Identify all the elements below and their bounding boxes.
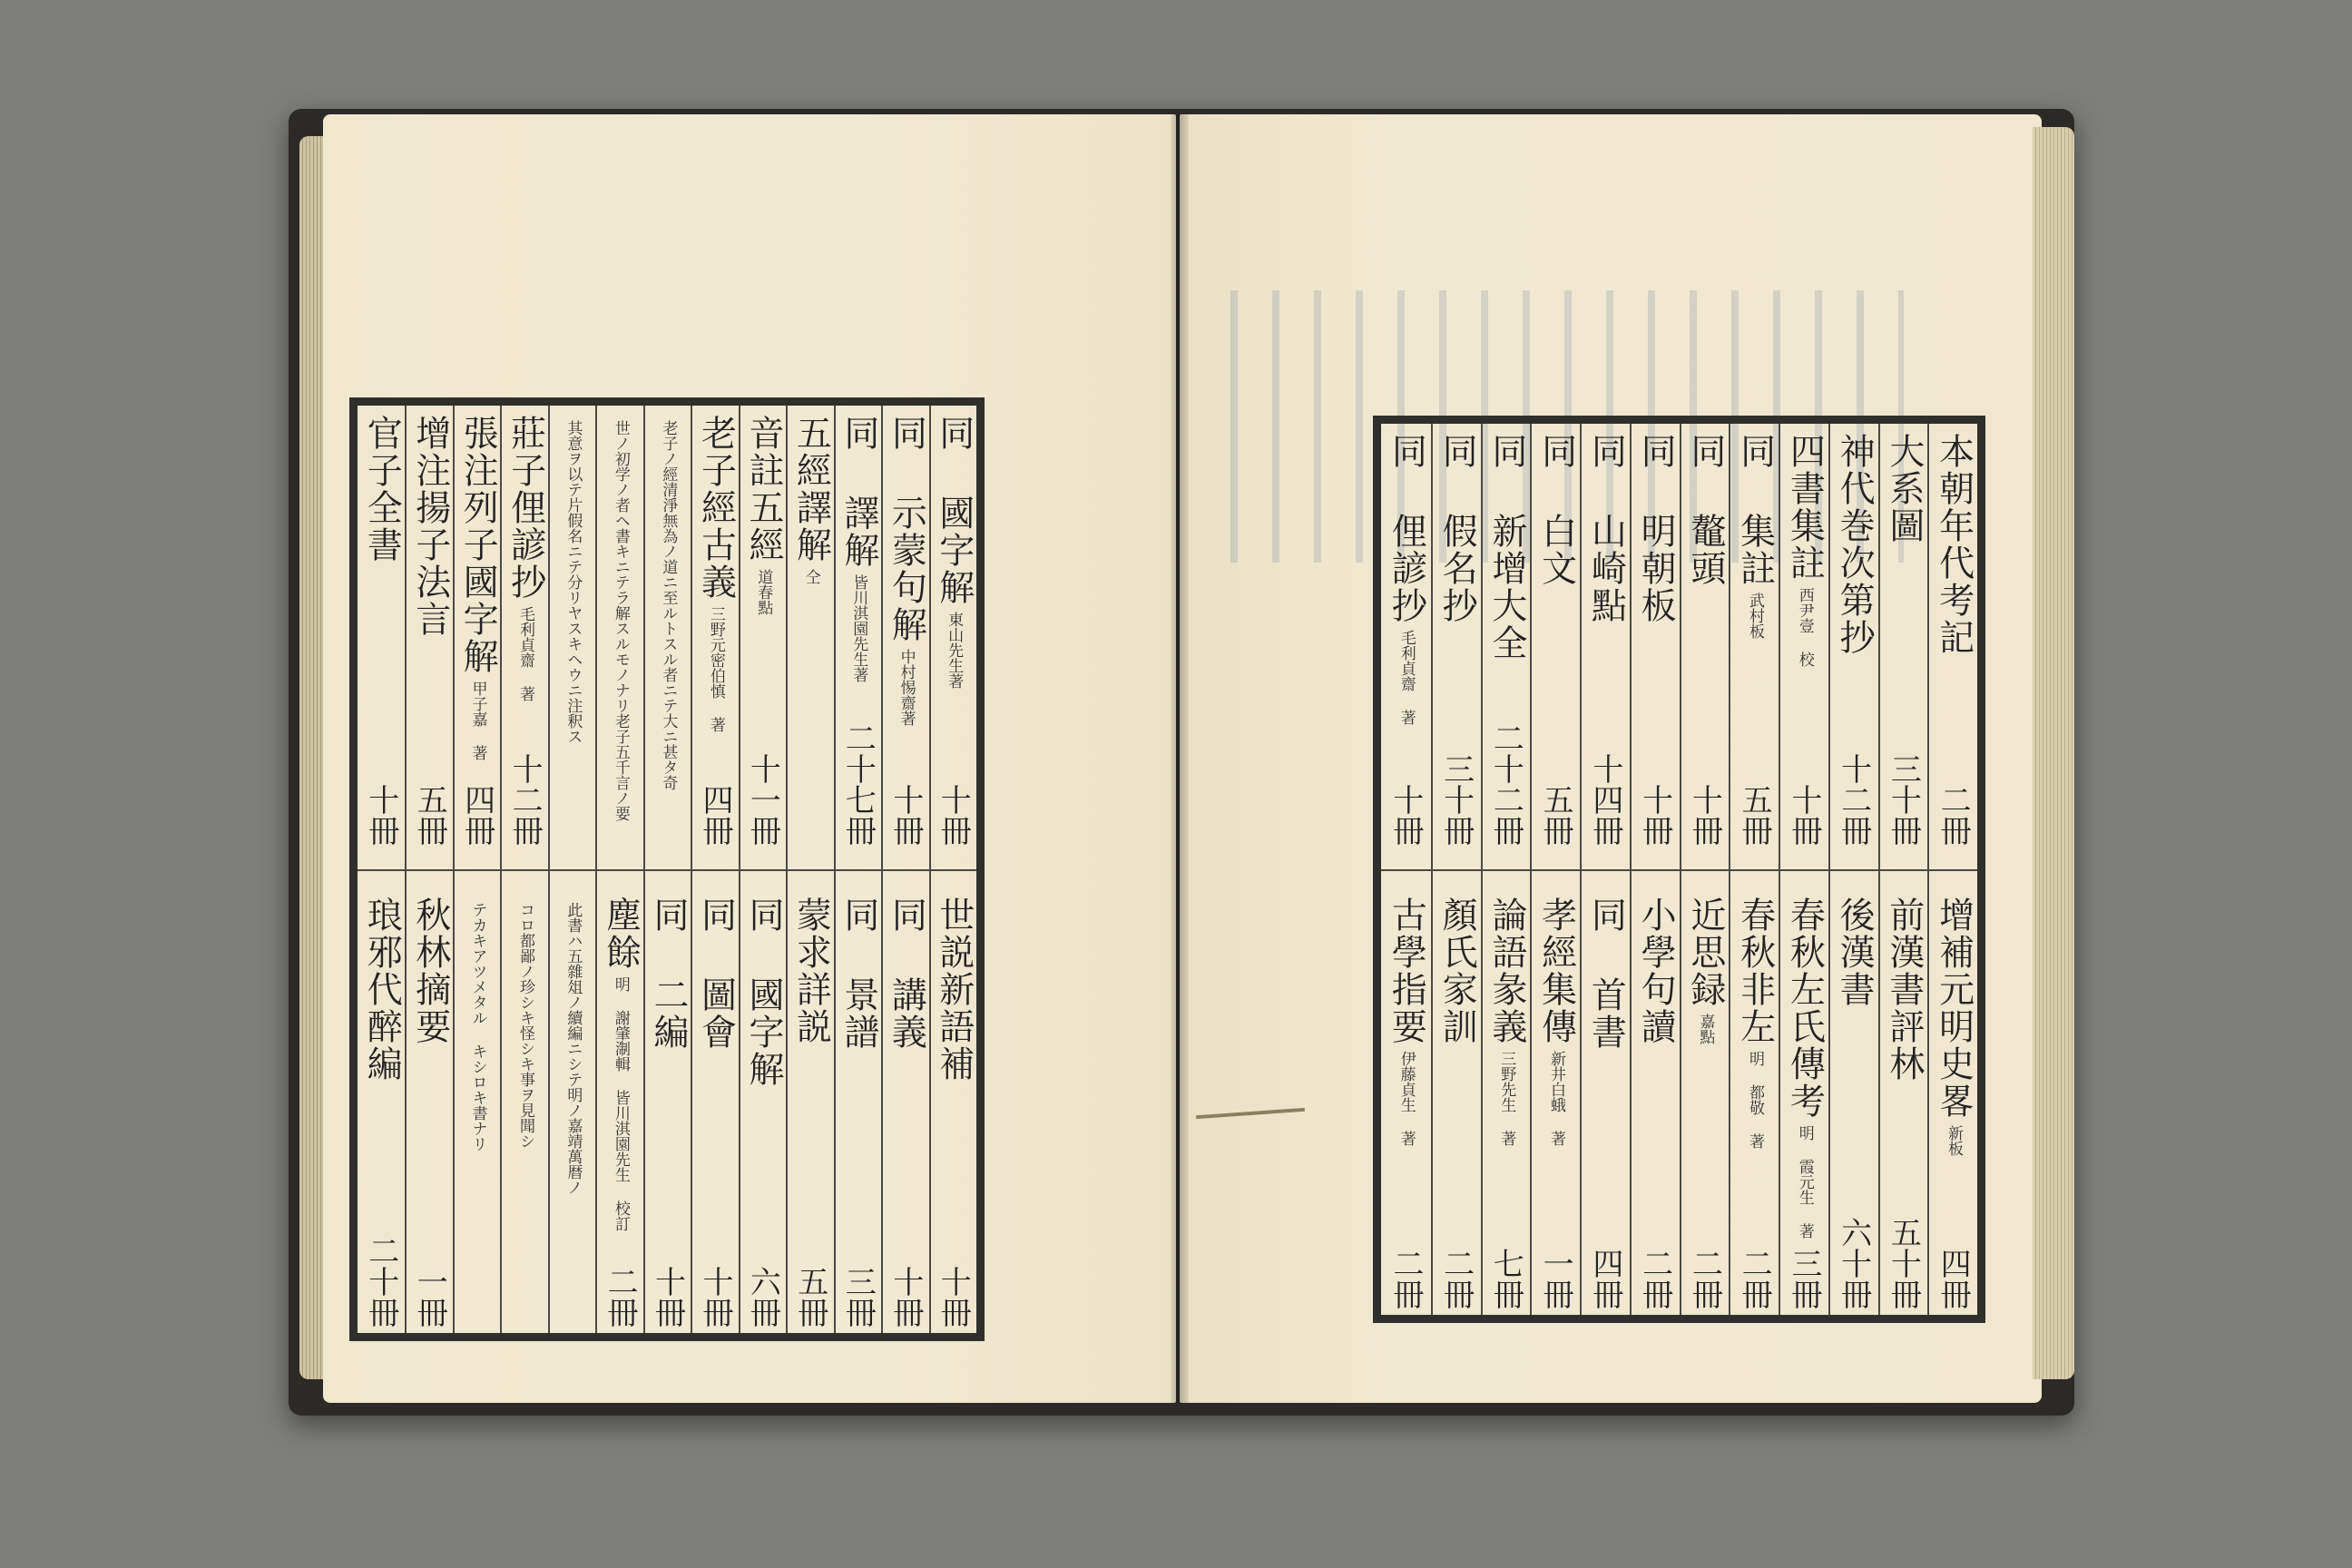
right-page-column bbox=[1630, 424, 1680, 1315]
entry-bottom bbox=[1830, 887, 1878, 1315]
volume-count: 二冊 bbox=[1736, 1247, 1773, 1309]
entry-bottom bbox=[1929, 887, 1977, 1315]
entry-top bbox=[788, 406, 833, 851]
book-title: 老子經古義 bbox=[695, 415, 737, 601]
entry-top bbox=[1681, 424, 1730, 851]
book-title: 官子全書 bbox=[361, 415, 403, 564]
book-title: 同 首書 bbox=[1585, 896, 1627, 1051]
entry-top bbox=[455, 406, 500, 851]
entry-bottom bbox=[1880, 887, 1928, 1315]
right-page-column bbox=[1481, 424, 1531, 1315]
book-title: 同 景譜 bbox=[838, 897, 879, 1052]
entry-bottom bbox=[883, 887, 928, 1333]
entry-top bbox=[502, 406, 547, 851]
entry-top bbox=[1433, 424, 1481, 851]
book-title: 增注揚子法言 bbox=[409, 415, 451, 638]
book-gutter bbox=[1171, 114, 1189, 1403]
author-note: 中村惕齋著 bbox=[897, 649, 916, 726]
book-title: 論語彖義 bbox=[1485, 896, 1527, 1045]
book-title: 蒙求詳説 bbox=[790, 897, 832, 1046]
entry-bottom bbox=[1433, 887, 1481, 1315]
author-note: 世ノ初学ノ者ヘ書キニテラ解スルモノナリ老子五千言ノ要 bbox=[611, 420, 630, 821]
right-page-column bbox=[1729, 424, 1779, 1315]
book-title: 琅邪代醉編 bbox=[361, 897, 403, 1083]
entry-top bbox=[550, 406, 595, 851]
entry-top bbox=[1582, 424, 1630, 851]
right-page-column bbox=[1878, 424, 1928, 1315]
book-title: 同 集註 bbox=[1734, 433, 1776, 587]
entry-top bbox=[1830, 424, 1878, 851]
left-page-column bbox=[405, 406, 452, 1333]
entry-bottom bbox=[645, 887, 691, 1333]
volume-count: 十冊 bbox=[887, 1265, 924, 1328]
author-note: 老子ノ經清淨無為ノ道ニ至ルトスル者ニテ大ニ甚タ奇 bbox=[659, 420, 678, 790]
book-title: 音註五經 bbox=[742, 415, 784, 564]
volume-count: 四冊 bbox=[458, 783, 495, 846]
entry-top bbox=[1381, 424, 1431, 851]
book-title: 同 示蒙句解 bbox=[886, 415, 927, 643]
entry-bottom bbox=[1632, 887, 1680, 1315]
volume-count: 五冊 bbox=[791, 1265, 828, 1328]
entry-bottom bbox=[692, 887, 738, 1333]
book-title: 同 假名抄 bbox=[1436, 433, 1478, 624]
volume-count: 三冊 bbox=[839, 1265, 877, 1328]
entry-bottom bbox=[1780, 887, 1828, 1315]
left-page-column bbox=[595, 406, 642, 1333]
author-note: 三野元密伯慎 著 bbox=[706, 606, 725, 732]
entry-bottom bbox=[931, 887, 976, 1333]
volume-count: 二冊 bbox=[1935, 784, 1972, 847]
volume-count: 十一冊 bbox=[744, 752, 781, 846]
volume-count: 五冊 bbox=[1537, 784, 1574, 847]
author-note: 道春點 bbox=[754, 569, 773, 615]
author-note: 新井白蛾 著 bbox=[1546, 1050, 1565, 1146]
author-note: テカキアツメタル キシロキ書ナリ bbox=[468, 902, 487, 1152]
volume-count: 十冊 bbox=[1686, 784, 1723, 847]
entry-bottom bbox=[1532, 887, 1580, 1315]
volume-count: 十二冊 bbox=[1835, 753, 1872, 847]
volume-count: 七冊 bbox=[1487, 1247, 1524, 1309]
entry-top bbox=[883, 406, 928, 851]
entry-top bbox=[1483, 424, 1531, 851]
entry-top bbox=[1532, 424, 1580, 851]
book-title: 張注列子國字解 bbox=[457, 415, 499, 675]
book-title: 前漢書評林 bbox=[1883, 896, 1925, 1083]
book-title: 本朝年代考記 bbox=[1933, 433, 1975, 656]
volume-count: 十冊 bbox=[935, 783, 972, 846]
entry-top bbox=[1780, 424, 1828, 851]
book-title: 後漢書 bbox=[1834, 896, 1876, 1008]
entry-bottom bbox=[788, 887, 833, 1333]
page-edges-right bbox=[2033, 127, 2074, 1379]
volume-count: 十冊 bbox=[696, 1265, 733, 1328]
volume-count: 三十冊 bbox=[1437, 753, 1475, 847]
volume-count: 十冊 bbox=[887, 783, 924, 846]
book-title: 莊子俚諺抄 bbox=[505, 415, 546, 601]
right-page-column bbox=[1431, 424, 1481, 1315]
author-note: コロ都鄙ノ珍シキ怪シキ事ヲ見聞シ bbox=[515, 902, 534, 1150]
author-note: 伊藤貞生 著 bbox=[1396, 1050, 1416, 1146]
author-note: 武村板 bbox=[1745, 593, 1764, 639]
author-note: 毛利貞齋 著 bbox=[1396, 630, 1416, 725]
book-title: 近思録 bbox=[1684, 896, 1726, 1008]
volume-count: 二冊 bbox=[602, 1265, 639, 1328]
entry-top bbox=[931, 406, 976, 851]
volume-count: 六十冊 bbox=[1835, 1216, 1872, 1309]
author-note: 此書ハ五雜俎ノ續編ニシテ明ノ嘉靖萬暦ノ bbox=[564, 902, 583, 1196]
right-page-column bbox=[1680, 424, 1730, 1315]
left-page-column bbox=[453, 406, 500, 1333]
entry-bottom bbox=[1681, 887, 1730, 1315]
volume-count: 四冊 bbox=[1586, 1247, 1623, 1309]
left-page-column bbox=[548, 406, 595, 1333]
book-title: 增補元明史畧 bbox=[1933, 896, 1975, 1120]
entry-bottom bbox=[1381, 887, 1431, 1315]
book-title: 同 白文 bbox=[1535, 433, 1577, 587]
volume-count: 三冊 bbox=[1785, 1247, 1822, 1309]
book-title: 五經譯解 bbox=[790, 415, 832, 564]
book-title: 同 俚諺抄 bbox=[1386, 433, 1427, 624]
entry-bottom bbox=[1483, 887, 1531, 1315]
volume-count: 四冊 bbox=[696, 783, 733, 846]
book-title: 神代巻次第抄 bbox=[1834, 433, 1876, 656]
right-page-column bbox=[1927, 424, 1977, 1315]
author-note: 甲子嘉 著 bbox=[468, 681, 487, 760]
book-title: 同 鼇頭 bbox=[1684, 433, 1726, 587]
volume-count: 五十冊 bbox=[1885, 1216, 1922, 1309]
left-page-column bbox=[929, 406, 976, 1333]
volume-count: 五冊 bbox=[1736, 784, 1773, 847]
author-note: 明 霞元生 著 bbox=[1795, 1124, 1814, 1239]
book-title: 同 二編 bbox=[648, 897, 690, 1052]
left-page-column bbox=[358, 406, 405, 1333]
entry-top bbox=[1632, 424, 1680, 851]
left-page-column bbox=[834, 406, 881, 1333]
book-title: 同 國字解 bbox=[742, 897, 784, 1089]
left-page-column bbox=[500, 406, 547, 1333]
entry-top bbox=[1730, 424, 1779, 851]
entry-top bbox=[1929, 424, 1977, 851]
author-note: 其意ヲ以テ片假名ニテ分リヤスキヘウニ注釈ス bbox=[564, 420, 583, 744]
entry-top bbox=[597, 406, 642, 851]
entry-top bbox=[836, 406, 881, 851]
volume-count: 十冊 bbox=[1636, 784, 1673, 847]
right-page-column bbox=[1381, 424, 1431, 1315]
book-title: 同 山崎點 bbox=[1585, 433, 1627, 624]
entry-top bbox=[692, 406, 738, 851]
book-title: 同 明朝板 bbox=[1635, 433, 1677, 624]
volume-count: 十冊 bbox=[649, 1265, 686, 1328]
volume-count: 十冊 bbox=[362, 783, 399, 846]
right-catalog-frame bbox=[1373, 416, 1985, 1323]
author-note: 仝 bbox=[801, 569, 820, 584]
author-note: 嘉點 bbox=[1696, 1013, 1715, 1044]
entry-top bbox=[1880, 424, 1928, 851]
author-note: 新板 bbox=[1944, 1124, 1963, 1156]
right-page-column bbox=[1779, 424, 1828, 1315]
author-note: 三野先生 著 bbox=[1497, 1050, 1516, 1146]
book-title: 大系圖 bbox=[1883, 433, 1925, 544]
volume-count: 二冊 bbox=[1387, 1247, 1424, 1309]
volume-count: 五冊 bbox=[411, 783, 448, 846]
volume-count: 十二冊 bbox=[506, 752, 544, 846]
volume-count: 三十冊 bbox=[1885, 753, 1922, 847]
entry-bottom bbox=[597, 887, 642, 1333]
book-title: 同 譯解 bbox=[838, 415, 879, 569]
book-title: 同 講義 bbox=[886, 897, 927, 1052]
book-title: 同 國字解 bbox=[933, 415, 975, 606]
left-page-column bbox=[786, 406, 833, 1333]
author-note: 明 謝肇淛輯 皆川淇園先生 校訂 bbox=[611, 976, 630, 1232]
left-page-column bbox=[643, 406, 691, 1333]
entry-bottom bbox=[455, 887, 500, 1333]
left-catalog-frame bbox=[349, 397, 985, 1341]
volume-count: 六冊 bbox=[744, 1265, 781, 1328]
volume-count: 二十二冊 bbox=[1487, 722, 1524, 847]
entry-bottom bbox=[1730, 887, 1779, 1315]
author-note: 明 都敬 著 bbox=[1745, 1050, 1764, 1149]
book-title: 世説新語補 bbox=[933, 897, 975, 1083]
book-title: 小學句讀 bbox=[1635, 896, 1677, 1045]
book-title: 春秋左氏傳考 bbox=[1784, 896, 1826, 1120]
right-page-column bbox=[1530, 424, 1580, 1315]
volume-count: 十冊 bbox=[935, 1265, 972, 1328]
volume-count: 二十七冊 bbox=[839, 721, 877, 846]
book-title: 顏氏家訓 bbox=[1436, 896, 1478, 1045]
book-title: 孝經集傳 bbox=[1535, 896, 1577, 1045]
book-title: 同 圖會 bbox=[695, 897, 737, 1052]
book-title: 古學指要 bbox=[1386, 896, 1427, 1045]
author-note: 毛利貞齋 著 bbox=[515, 606, 534, 701]
entry-top bbox=[407, 406, 452, 851]
entry-bottom bbox=[358, 887, 405, 1333]
volume-count: 二冊 bbox=[1686, 1247, 1723, 1309]
right-page-column bbox=[1828, 424, 1878, 1315]
book-title: 四書集註 bbox=[1784, 433, 1826, 582]
volume-count: 十四冊 bbox=[1586, 753, 1623, 847]
entry-top bbox=[645, 406, 691, 851]
volume-count: 十冊 bbox=[1387, 784, 1424, 847]
author-note: 東山先生著 bbox=[945, 612, 964, 689]
entry-top bbox=[358, 406, 405, 851]
volume-count: 一冊 bbox=[1537, 1247, 1574, 1309]
book-title: 秋林摘要 bbox=[409, 897, 451, 1046]
volume-count: 十冊 bbox=[1785, 784, 1822, 847]
entry-bottom bbox=[836, 887, 881, 1333]
book-title: 春秋非左 bbox=[1734, 896, 1776, 1045]
left-page-column bbox=[881, 406, 928, 1333]
left-page-column bbox=[739, 406, 786, 1333]
book-title: 同 新增大全 bbox=[1485, 433, 1527, 662]
volume-count: 二冊 bbox=[1636, 1247, 1673, 1309]
entry-bottom bbox=[407, 887, 452, 1333]
right-page-column bbox=[1580, 424, 1630, 1315]
entry-bottom bbox=[550, 887, 595, 1333]
volume-count: 二冊 bbox=[1437, 1247, 1475, 1309]
volume-count: 四冊 bbox=[1935, 1247, 1972, 1309]
author-note: 皆川淇園先生著 bbox=[849, 574, 868, 682]
entry-bottom bbox=[1582, 887, 1630, 1315]
entry-top bbox=[740, 406, 786, 851]
volume-count: 二十冊 bbox=[362, 1234, 399, 1328]
entry-bottom bbox=[740, 887, 786, 1333]
entry-bottom bbox=[502, 887, 547, 1333]
book-title: 塵餘 bbox=[600, 897, 642, 972]
author-note: 西尹壹 校 bbox=[1795, 587, 1814, 667]
volume-count: 一冊 bbox=[411, 1265, 448, 1328]
left-page-column bbox=[691, 406, 738, 1333]
